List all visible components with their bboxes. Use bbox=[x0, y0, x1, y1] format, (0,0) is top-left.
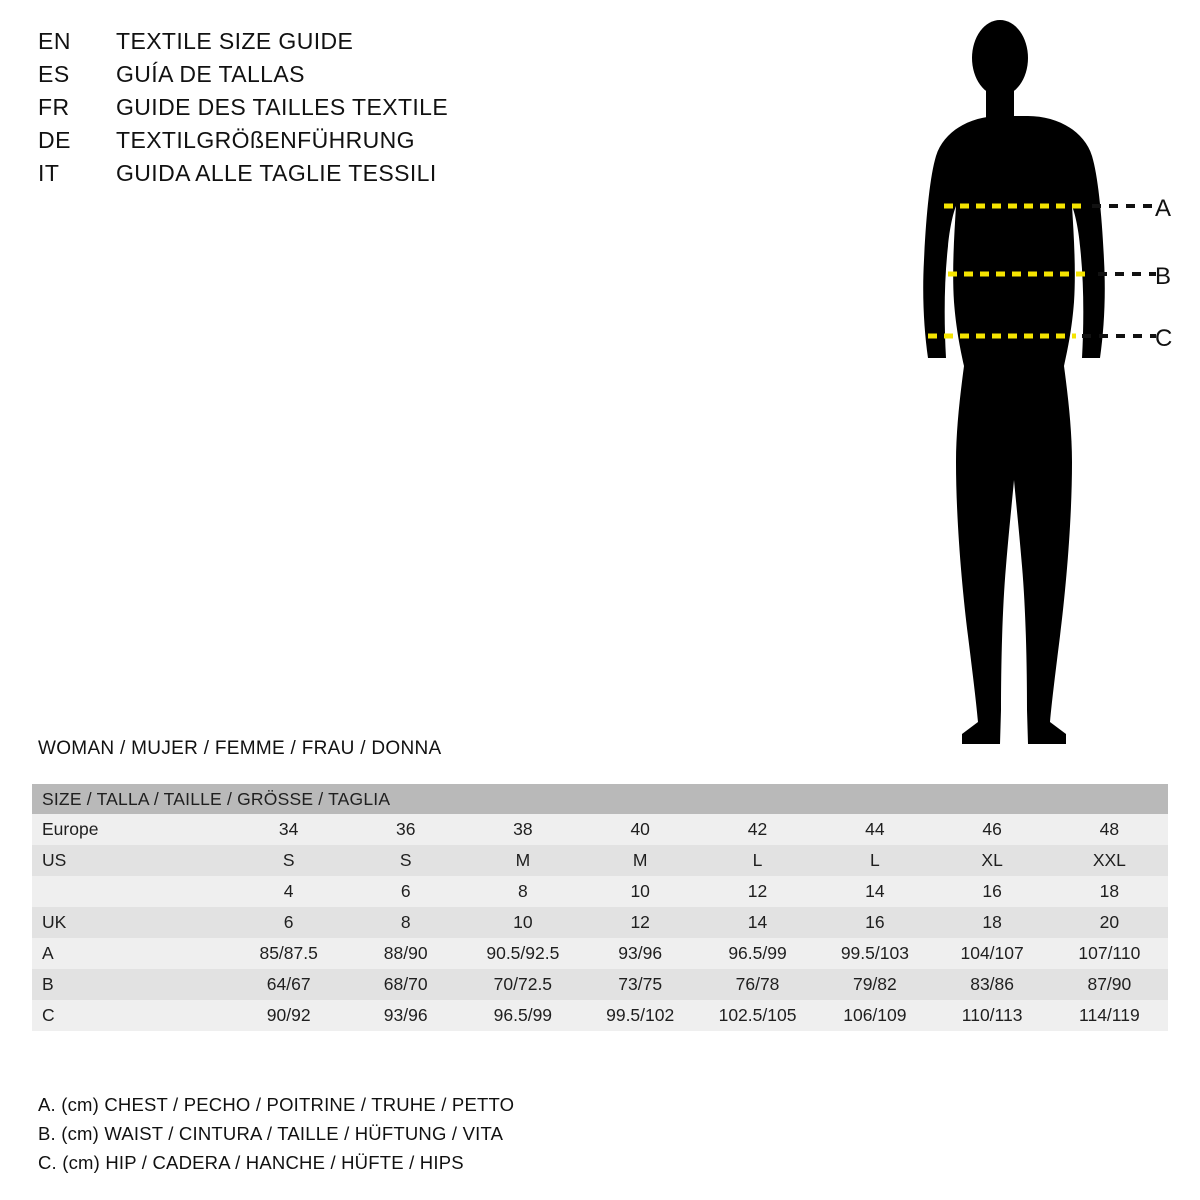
section-label-woman: WOMAN / MUJER / FEMME / FRAU / DONNA bbox=[38, 738, 442, 759]
cell: 40 bbox=[630, 819, 650, 839]
table-row bbox=[32, 845, 1168, 876]
cell: 34 bbox=[278, 819, 299, 839]
row-label: C bbox=[42, 1005, 55, 1025]
cell: 12 bbox=[630, 912, 650, 932]
size-table bbox=[32, 784, 1168, 1031]
guide-title: GUIDA ALLE TAGLIE TESSILI bbox=[116, 160, 437, 186]
cell: 6 bbox=[283, 912, 294, 932]
cell: 76/78 bbox=[735, 974, 780, 994]
measure-letter-b: B bbox=[1155, 263, 1172, 290]
guide-title: GUIDE DES TAILLES TEXTILE bbox=[116, 94, 449, 120]
row-label: Europe bbox=[42, 819, 99, 839]
cell: 87/90 bbox=[1087, 974, 1132, 994]
cell: 18 bbox=[982, 912, 1002, 932]
row-label: A bbox=[42, 943, 54, 963]
table-row bbox=[32, 969, 1168, 1000]
row-label bbox=[32, 876, 230, 907]
cell: 14 bbox=[865, 881, 885, 901]
table-header-row bbox=[32, 784, 1168, 814]
cell: 90/92 bbox=[266, 1005, 311, 1025]
measure-letter-c: C bbox=[1155, 325, 1173, 352]
legend-item-hip: C. (cm) HIP / CADERA / HANCHE / HÜFTE / HIPS bbox=[38, 1152, 464, 1173]
cell: 96.5/99 bbox=[493, 1005, 553, 1025]
cell: 46 bbox=[982, 819, 1002, 839]
table-row bbox=[32, 876, 1168, 907]
size-table-body bbox=[32, 814, 1168, 1031]
cell: 99.5/102 bbox=[606, 1005, 675, 1025]
cell: M bbox=[515, 850, 531, 870]
measure-letter-a: A bbox=[1155, 195, 1172, 222]
title-row bbox=[38, 61, 598, 94]
title-row bbox=[38, 160, 598, 193]
language-code: FR bbox=[38, 94, 70, 120]
language-code: ES bbox=[38, 61, 70, 87]
row-label: US bbox=[42, 850, 67, 870]
cell: 93/96 bbox=[383, 1005, 428, 1025]
table-row bbox=[32, 907, 1168, 938]
language-code: DE bbox=[38, 127, 71, 153]
title-row bbox=[38, 28, 598, 61]
language-code: IT bbox=[38, 160, 60, 186]
row-label: UK bbox=[42, 912, 67, 932]
cell: 38 bbox=[513, 819, 533, 839]
cell: 44 bbox=[865, 819, 885, 839]
cell: 106/109 bbox=[843, 1005, 907, 1025]
cell: 10 bbox=[513, 912, 533, 932]
cell: 12 bbox=[747, 881, 768, 901]
cell: 107/110 bbox=[1078, 943, 1141, 963]
cell: 8 bbox=[400, 912, 411, 932]
cell: 48 bbox=[1099, 819, 1120, 839]
cell: L bbox=[752, 850, 763, 870]
cell: 99.5/103 bbox=[840, 943, 909, 963]
guide-title: GUÍA DE TALLAS bbox=[116, 61, 305, 87]
row-label: B bbox=[42, 974, 54, 994]
guide-title: TEXTILE SIZE GUIDE bbox=[116, 28, 354, 54]
legend-item-waist: B. (cm) WAIST / CINTURA / TAILLE / HÜFTUNG / VITA bbox=[38, 1123, 504, 1144]
cell: 20 bbox=[1099, 912, 1120, 932]
cell: 42 bbox=[747, 819, 768, 839]
cell: 68/70 bbox=[383, 974, 428, 994]
cell: 70/72.5 bbox=[493, 974, 553, 994]
cell: S bbox=[399, 850, 412, 870]
table-row bbox=[32, 814, 1168, 845]
language-code: EN bbox=[38, 28, 71, 54]
cell: 16 bbox=[865, 912, 885, 932]
cell: 85/87.5 bbox=[259, 943, 318, 963]
cell: 10 bbox=[630, 881, 650, 901]
cell: 79/82 bbox=[852, 974, 897, 994]
legend-item-chest: A. (cm) CHEST / PECHO / POITRINE / TRUHE / PETTO bbox=[38, 1094, 515, 1115]
table-row bbox=[32, 938, 1168, 969]
measurement-lines bbox=[860, 10, 1190, 750]
size-table-header: SIZE / TALLA / TAILLE / GRÖSSE / TAGLIA bbox=[32, 784, 1168, 814]
cell: 90.5/92.5 bbox=[486, 943, 560, 963]
cell: 14 bbox=[747, 912, 768, 932]
cell: 8 bbox=[517, 881, 528, 901]
table-row bbox=[32, 1000, 1168, 1031]
cell: 110/113 bbox=[961, 1005, 1023, 1025]
title-row bbox=[38, 94, 598, 127]
legend-block bbox=[38, 1090, 514, 1177]
cell: 93/96 bbox=[618, 943, 663, 963]
size-table-head bbox=[32, 784, 1168, 814]
cell: 96.5/99 bbox=[728, 943, 787, 963]
cell: XXL bbox=[1092, 850, 1126, 870]
cell: 114/119 bbox=[1079, 1005, 1140, 1025]
cell: M bbox=[632, 850, 648, 870]
cell: 16 bbox=[982, 881, 1002, 901]
title-block bbox=[38, 28, 598, 193]
cell: S bbox=[282, 850, 295, 870]
cell: 102.5/105 bbox=[718, 1005, 797, 1025]
cell: 88/90 bbox=[383, 943, 428, 963]
cell: 64/67 bbox=[266, 974, 311, 994]
cell: 18 bbox=[1099, 881, 1120, 901]
cell: 6 bbox=[400, 881, 411, 901]
cell: 83/86 bbox=[970, 974, 1015, 994]
guide-title: TEXTILGRÖßENFÜHRUNG bbox=[116, 127, 415, 153]
cell: XL bbox=[981, 850, 1003, 870]
cell: L bbox=[870, 850, 880, 870]
cell: 36 bbox=[395, 819, 416, 839]
cell: 73/75 bbox=[618, 974, 663, 994]
cell: 104/107 bbox=[960, 943, 1024, 963]
title-row bbox=[38, 127, 598, 160]
figure-panel bbox=[860, 10, 1190, 750]
cell: 4 bbox=[283, 881, 294, 901]
